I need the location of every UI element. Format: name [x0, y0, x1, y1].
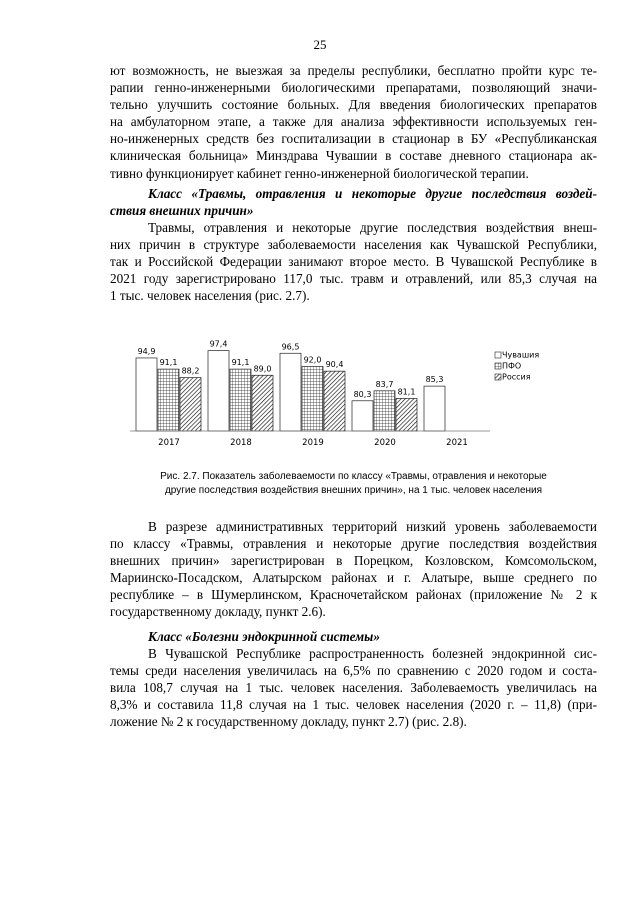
- x-tick-label: 2017: [158, 438, 180, 448]
- bar-chart: [130, 330, 540, 455]
- paragraph-line: на амбулаторном этапе, а также для анализа эффективности используемых ген-: [110, 114, 597, 130]
- caption-line: другие последствия воздействия внешних причин», на 1 тыс. человек населения: [164, 485, 543, 496]
- section-heading-endocrine: [110, 628, 597, 645]
- paragraph-1: [110, 62, 597, 182]
- paragraph-line: по классу «Травмы, отравления и некоторые другие последствия воздействия: [110, 536, 597, 552]
- legend-label: Россия: [502, 372, 531, 382]
- heading-line: Класс «Травмы, отравления и некоторые другие последствия воздей-: [148, 186, 597, 201]
- paragraph-line: 8,3% и составила 11,8 случая на 1 тыс. человек населения (2020 г. – 11,8) (при-: [110, 697, 597, 713]
- data-label: 81,1: [397, 387, 416, 397]
- bar-2-2020: [374, 391, 395, 431]
- bar-3-2019: [324, 371, 345, 431]
- paragraph-line: 1 тыс. человек населения (рис. 2.7).: [110, 288, 310, 304]
- data-label: 90,4: [325, 360, 344, 370]
- data-label: 92,0: [303, 355, 322, 365]
- bar-1-2019: [280, 353, 301, 431]
- bar-1-2021: [424, 386, 445, 431]
- x-tick-label: 2021: [446, 438, 468, 448]
- data-label: 91,1: [159, 358, 178, 368]
- paragraph-line: так и Российской Федерации занимают второе место. В Чувашской Республике в: [110, 254, 597, 270]
- paragraph-line: темы среди населения увеличилась на 6,5% по сравнению с 2020 годом и соста-: [110, 663, 597, 679]
- x-tick-label: 2020: [374, 438, 396, 448]
- paragraph-line: ют возможность, не выезжая за пределы республики, бесплатно пройти курс те-: [110, 63, 597, 78]
- paragraph-line: Травмы, отравления и некоторые другие последствия воздействия внеш-: [148, 220, 597, 235]
- paragraph-line: 2021 году зарегистрировано 117,0 тыс. травм и отравлений, или 85,3 случая на: [110, 271, 597, 287]
- heading-line: Класс «Болезни эндокринной системы»: [148, 629, 380, 644]
- page-number: 25: [313, 37, 327, 52]
- bar-2-2018: [230, 369, 251, 431]
- paragraph-2: [110, 219, 597, 304]
- legend-swatch: [495, 352, 501, 358]
- paragraph-line: вила 108,7 случая на 1 тыс. человек населения. Заболеваемость увеличилась на: [110, 680, 597, 696]
- legend-swatch: [495, 363, 501, 369]
- paragraph-line: них причин в структуре заболеваемости населения как Чувашской Республики,: [110, 237, 597, 253]
- paragraph-line: ложение № 2 к государственному докладу, пункт 2.7) (рис. 2.8).: [110, 714, 467, 730]
- paragraph-line: государственному докладу, пункт 2.6).: [110, 604, 326, 620]
- paragraph-line: В разрезе административных территорий низкий уровень заболеваемости: [148, 519, 597, 534]
- heading-line: ствия внешних причин»: [110, 203, 254, 219]
- bar-2-2019: [302, 366, 323, 431]
- paragraph-line: но-инженерных средств без госпитализации в стационар в БУ «Республиканская: [110, 131, 597, 147]
- legend-swatch: [495, 374, 501, 380]
- paragraph-4: [110, 645, 597, 730]
- caption-line: Рис. 2.7. Показатель заболеваемости по классу «Травмы, отравления и некоторые: [160, 471, 547, 482]
- paragraph-line: тельно улучшить состояние больных. Для введения биологических препаратов: [110, 97, 597, 113]
- bar-3-2017: [180, 378, 201, 431]
- legend-label: Чувашия: [502, 350, 540, 360]
- data-label: 94,9: [137, 346, 156, 356]
- data-label: 80,3: [353, 389, 372, 399]
- figure-caption: [110, 470, 597, 498]
- bar-2-2017: [158, 369, 179, 431]
- section-heading-injuries: [110, 185, 597, 219]
- bar-3-2020: [396, 398, 417, 431]
- x-tick-label: 2019: [302, 438, 324, 448]
- legend-label: ПФО: [502, 361, 522, 371]
- paragraph-3: [110, 518, 597, 621]
- bar-1-2018: [208, 351, 229, 431]
- data-label: 97,4: [209, 339, 228, 349]
- data-label: 83,7: [375, 379, 394, 389]
- paragraph-line: тивно функционирует кабинет генно-инженерной биологической терапии.: [110, 165, 529, 181]
- data-label: 91,1: [231, 358, 250, 368]
- x-tick-label: 2018: [230, 438, 252, 448]
- paragraph-line: рапии генно-инженерными биологическими препаратами, позволяющий значи-: [110, 80, 597, 96]
- paragraph-line: внешних причин» зарегистрирован в Порецком, Козловском, Комсомольском,: [110, 553, 597, 569]
- paragraph-line: Мариинско-Посадском, Алатырском районах и г. Алатыре, выше среднего по: [110, 570, 597, 586]
- data-label: 89,0: [253, 364, 272, 374]
- data-label: 88,2: [181, 366, 200, 376]
- paragraph-line: республике – в Шумерлинском, Красночетайском районах (приложение № 2 к: [110, 587, 597, 603]
- bar-1-2020: [352, 401, 373, 431]
- bar-3-2018: [252, 375, 273, 431]
- data-label: 96,5: [281, 342, 300, 352]
- data-label: 85,3: [425, 375, 444, 385]
- chart-legend: [495, 351, 539, 382]
- bar-1-2017: [136, 358, 157, 431]
- paragraph-line: В Чувашской Республике распространенность болезней эндокринной сис-: [148, 646, 597, 661]
- paragraph-line: клиническая больница» Минздрава Чувашии в составе дневного стационара ак-: [110, 148, 597, 164]
